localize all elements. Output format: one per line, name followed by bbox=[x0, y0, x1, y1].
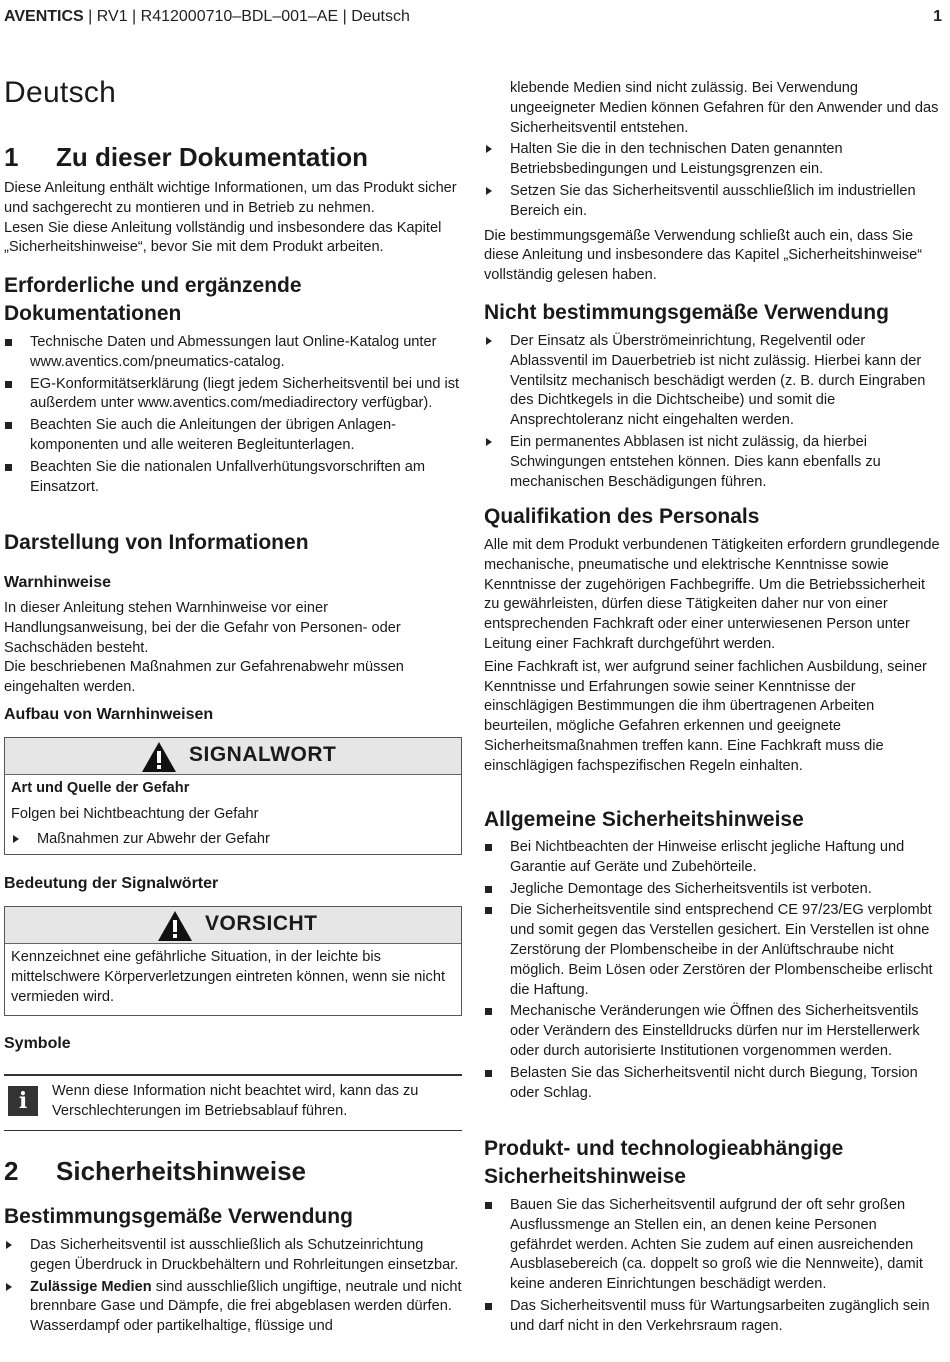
warning-box-body bbox=[5, 775, 461, 855]
hazard-kind: Art und Quelle der Gefahr bbox=[11, 780, 190, 796]
warning-triangle-icon bbox=[141, 741, 177, 773]
section-2-heading bbox=[4, 1156, 306, 1187]
info-box bbox=[4, 1074, 462, 1131]
general-list bbox=[484, 838, 940, 1105]
media-label: Zulässige Medien bbox=[30, 1278, 152, 1295]
list-item: Halten Sie die in den technischen Daten genannten Betriebsbedingungen und Leistungsgrenzen ein. bbox=[484, 140, 940, 180]
page-number: 1 bbox=[933, 8, 942, 25]
signal-word: VORSICHT bbox=[205, 912, 318, 935]
general-heading: Allgemeine Sicherheitshinweise bbox=[484, 808, 804, 831]
list-item: Beachten Sie auch die Anleitungen der übrigen Anlagen-komponenten und alle weiteren Begleitunterlagen. bbox=[4, 416, 464, 456]
qualification-heading: Qualifikation des Personals bbox=[484, 505, 760, 528]
repr-heading: Darstellung von Informationen bbox=[4, 531, 309, 554]
warning-box-body bbox=[5, 944, 461, 1011]
list-item bbox=[4, 1278, 464, 1337]
use-list-right bbox=[484, 140, 940, 221]
use-note: Die bestimmungsgemäße Verwendung schließt auch ein, dass Sie diese Anleitung und insbesondere das Kapitel „Sicherheitshinweise“ vollständig gelesen haben. bbox=[484, 227, 923, 284]
warn-text-2: Die beschriebenen Maßnahmen zur Gefahrenabwehr müssen eingehalten werden. bbox=[4, 659, 404, 696]
docs-heading bbox=[4, 272, 302, 328]
intro-paragraph: Diese Anleitung enthält wichtige Informationen, um das Produkt sicher und sachgerecht zu montieren und in Betrieb zu nehmen. bbox=[4, 180, 457, 216]
product-heading-line2: Sicherheitshinweise bbox=[484, 1165, 686, 1188]
list-item: Das Sicherheitsventil muss für Wartungsarbeiten zugänglich sein und darf nicht in den Verkehrsraum ragen. bbox=[484, 1297, 940, 1337]
right-column-top bbox=[484, 79, 940, 286]
section-1-heading bbox=[4, 142, 368, 173]
list-item: Setzen Sie das Sicherheitsventil ausschließlich im industriellen Bereich ein. bbox=[484, 182, 940, 222]
qualification-text bbox=[484, 536, 942, 777]
qualification-paragraph-1: Alle mit dem Produkt verbundenen Tätigkeiten erfordern grundlegende mechanische, pneumatische und elektrische Kenntnisse sowie Kenntnisse der zugehörigen Fachbegriffe. Um die Betriebssicherheit zu gewährleisten, dürfen diese Tätigkeiten daher nur von einer entsprechenden Fachkraft oder einer unterwiesenen Person unter Leitung einer Fachkraft durchgeführt werden. bbox=[484, 537, 940, 652]
media-continuation: klebende Medien sind nicht zulässig. Bei Verwendung ungeeigneter Medien können Gefahren für den Anwender und das Sicherheitsventil entstehen. bbox=[510, 80, 939, 136]
product-list bbox=[484, 1196, 940, 1339]
measure-list bbox=[11, 830, 455, 850]
list-item: Technische Daten und Abmessungen laut Online-Katalog unter www.aventics.com/pneumatics-catalog. bbox=[4, 333, 464, 373]
page-header bbox=[4, 8, 942, 26]
docs-heading-line2: Dokumentationen bbox=[4, 302, 182, 325]
list-item: EG-Konformitätserklärung (liegt jedem Sicherheitsventil bei und ist außerdem unter www.aventics.com/mediadirectory verfügbar). bbox=[4, 375, 464, 415]
warning-box-header bbox=[5, 738, 461, 775]
list-item: Belasten Sie das Sicherheitsventil nicht durch Biegung, Torsion oder Schlag. bbox=[484, 1064, 940, 1104]
section-2-number: 2 bbox=[4, 1156, 19, 1186]
section-1-intro bbox=[4, 179, 464, 258]
docs-list bbox=[4, 333, 464, 499]
info-icon: i bbox=[8, 1086, 38, 1116]
doc-reference: | RV1 | R412000710–BDL–001–AE | Deutsch bbox=[83, 8, 410, 25]
hazard-consequence: Folgen bei Nichtbeachtung der Gefahr bbox=[11, 805, 259, 822]
section-1-number: 1 bbox=[4, 142, 19, 172]
warning-triangle-icon bbox=[157, 910, 193, 942]
language-title: Deutsch bbox=[4, 76, 117, 109]
product-heading-line1: Produkt- und technologieabhängige bbox=[484, 1137, 844, 1160]
brand-name: AVENTICS bbox=[4, 8, 84, 25]
list-item: Jegliche Demontage des Sicherheitsventils ist verboten. bbox=[484, 880, 940, 900]
symbols-heading: Symbole bbox=[4, 1035, 71, 1052]
warn-text-block bbox=[4, 599, 462, 698]
use-heading: Bestimmungsgemäße Verwendung bbox=[4, 1205, 353, 1228]
section-1-title: Zu dieser Dokumentation bbox=[56, 142, 369, 172]
use-list-left bbox=[4, 1236, 464, 1339]
list-item: Mechanische Veränderungen wie Öffnen des Sicherheitsventils oder Verändern des Einstelldrucks dürfen nur im Herstellerwerk oder durch autorisierte Institutionen vorgenommen werden. bbox=[484, 1002, 940, 1061]
warn-text: In dieser Anleitung stehen Warnhinweise vor einer Handlungsanweisung, bei der die Gefahr von Personen- oder Sachschäden besteht. bbox=[4, 600, 401, 656]
warning-box-vorsicht bbox=[4, 906, 462, 1016]
list-item: Beachten Sie die nationalen Unfallverhütungsvorschriften am Einsatzort. bbox=[4, 458, 464, 498]
docs-heading-line1: Erforderliche und ergänzende bbox=[4, 274, 302, 297]
meaning-heading: Bedeutung der Signalwörter bbox=[4, 875, 219, 892]
list-item: Ein permanentes Abblasen ist nicht zulässig, da hierbei Schwingungen entstehen können. Dies kann ebenfalls zu mechanischen Beschädigungen führen. bbox=[484, 433, 940, 492]
misuse-list bbox=[484, 332, 940, 494]
media-text: sind ausschließlich ungiftige, neutrale und nicht brennbare Gase und Dämpfe, die frei abgeblasen werden dürfen. Wasserdampf oder partikelhaltige, flüssige und bbox=[30, 1278, 462, 1335]
section-2-title: Sicherheitshinweise bbox=[56, 1156, 306, 1186]
intro-paragraph-2: Lesen Sie diese Anleitung vollständig und insbesondere das Kapitel „Sicherheitshinweise“, bevor Sie mit dem Produkt arbeiten. bbox=[4, 219, 442, 256]
qualification-paragraph-2: Eine Fachkraft ist, wer aufgrund seiner fachlichen Ausbildung, seiner Kenntnisse und Erfahrungen sowie seiner Kenntnisse der einschlägigen Bestimmungen die ihm übertragenen Arbeiten beurteilen, mögliche Gefahren erkennen und geeignete Sicherheitsmaßnahmen treffen kann. Eine Fachkraft muss die einschlägigen fachspezifischen Regeln einhalten. bbox=[484, 658, 927, 774]
list-item: Der Einsatz als Überströmeinrichtung, Regelventil oder Ablassventil im Dauerbetrieb ist nicht zulässig. Hierbei kann der Ventilsitz mechanisch beschädigt werden (z. B. durch Eingraben des Dichtkegels in die Dichtscheibe) und somit die Ansprechtoleranz nicht eingehalten werden. bbox=[484, 332, 940, 431]
product-heading bbox=[484, 1135, 843, 1191]
list-item: Die Sicherheitsventile sind entsprechend CE 97/23/EG verplombt und somit gegen das Verstellen gesichert. Ein Verstellen ist ohne Zerstörung der Plombenscheibe in der Anlüftschraube nicht möglich. Beim Lösen oder Zerstören der Plombenscheibe erlischt die Haftung. bbox=[484, 901, 940, 1000]
signal-word: SIGNALWORT bbox=[189, 743, 337, 766]
struct-heading: Aufbau von Warnhinweisen bbox=[4, 706, 214, 723]
list-item: Das Sicherheitsventil ist ausschließlich als Schutzeinrichtung gegen Überdruck in Druckbehältern und Rohrleitungen einsetzbar. bbox=[4, 1236, 464, 1276]
info-text: Wenn diese Information nicht beachtet wird, kann das zu Verschlechterungen im Betriebsablauf führen. bbox=[52, 1083, 419, 1119]
signal-meaning: Kennzeichnet eine gefährliche Situation, in der leichte bis mittelschwere Körperverletzungen eintreten können, wenn sie nicht vermieden wird. bbox=[11, 949, 446, 1005]
warning-box-signalwort bbox=[4, 737, 462, 855]
list-item: Bauen Sie das Sicherheitsventil aufgrund der oft sehr großen Ausflussmenge an Stellen ein, an denen keine Personen gefährdet werden. Achten Sie zudem auf einen ausreichenden Ausblasebereich (ca. doppelt so groß wie die Nennweite), damit keine anderen Einrichtungen beschädigt werden. bbox=[484, 1196, 940, 1295]
misuse-heading: Nicht bestimmungsgemäße Verwendung bbox=[484, 301, 889, 324]
list-item: Bei Nichtbeachten der Hinweise erlischt jegliche Haftung und Garantie auf Geräte und Zubehörteile. bbox=[484, 838, 940, 878]
warning-box-header bbox=[5, 907, 461, 944]
warn-heading: Warnhinweise bbox=[4, 574, 111, 591]
list-item: Maßnahmen zur Abwehr der Gefahr bbox=[11, 830, 455, 850]
